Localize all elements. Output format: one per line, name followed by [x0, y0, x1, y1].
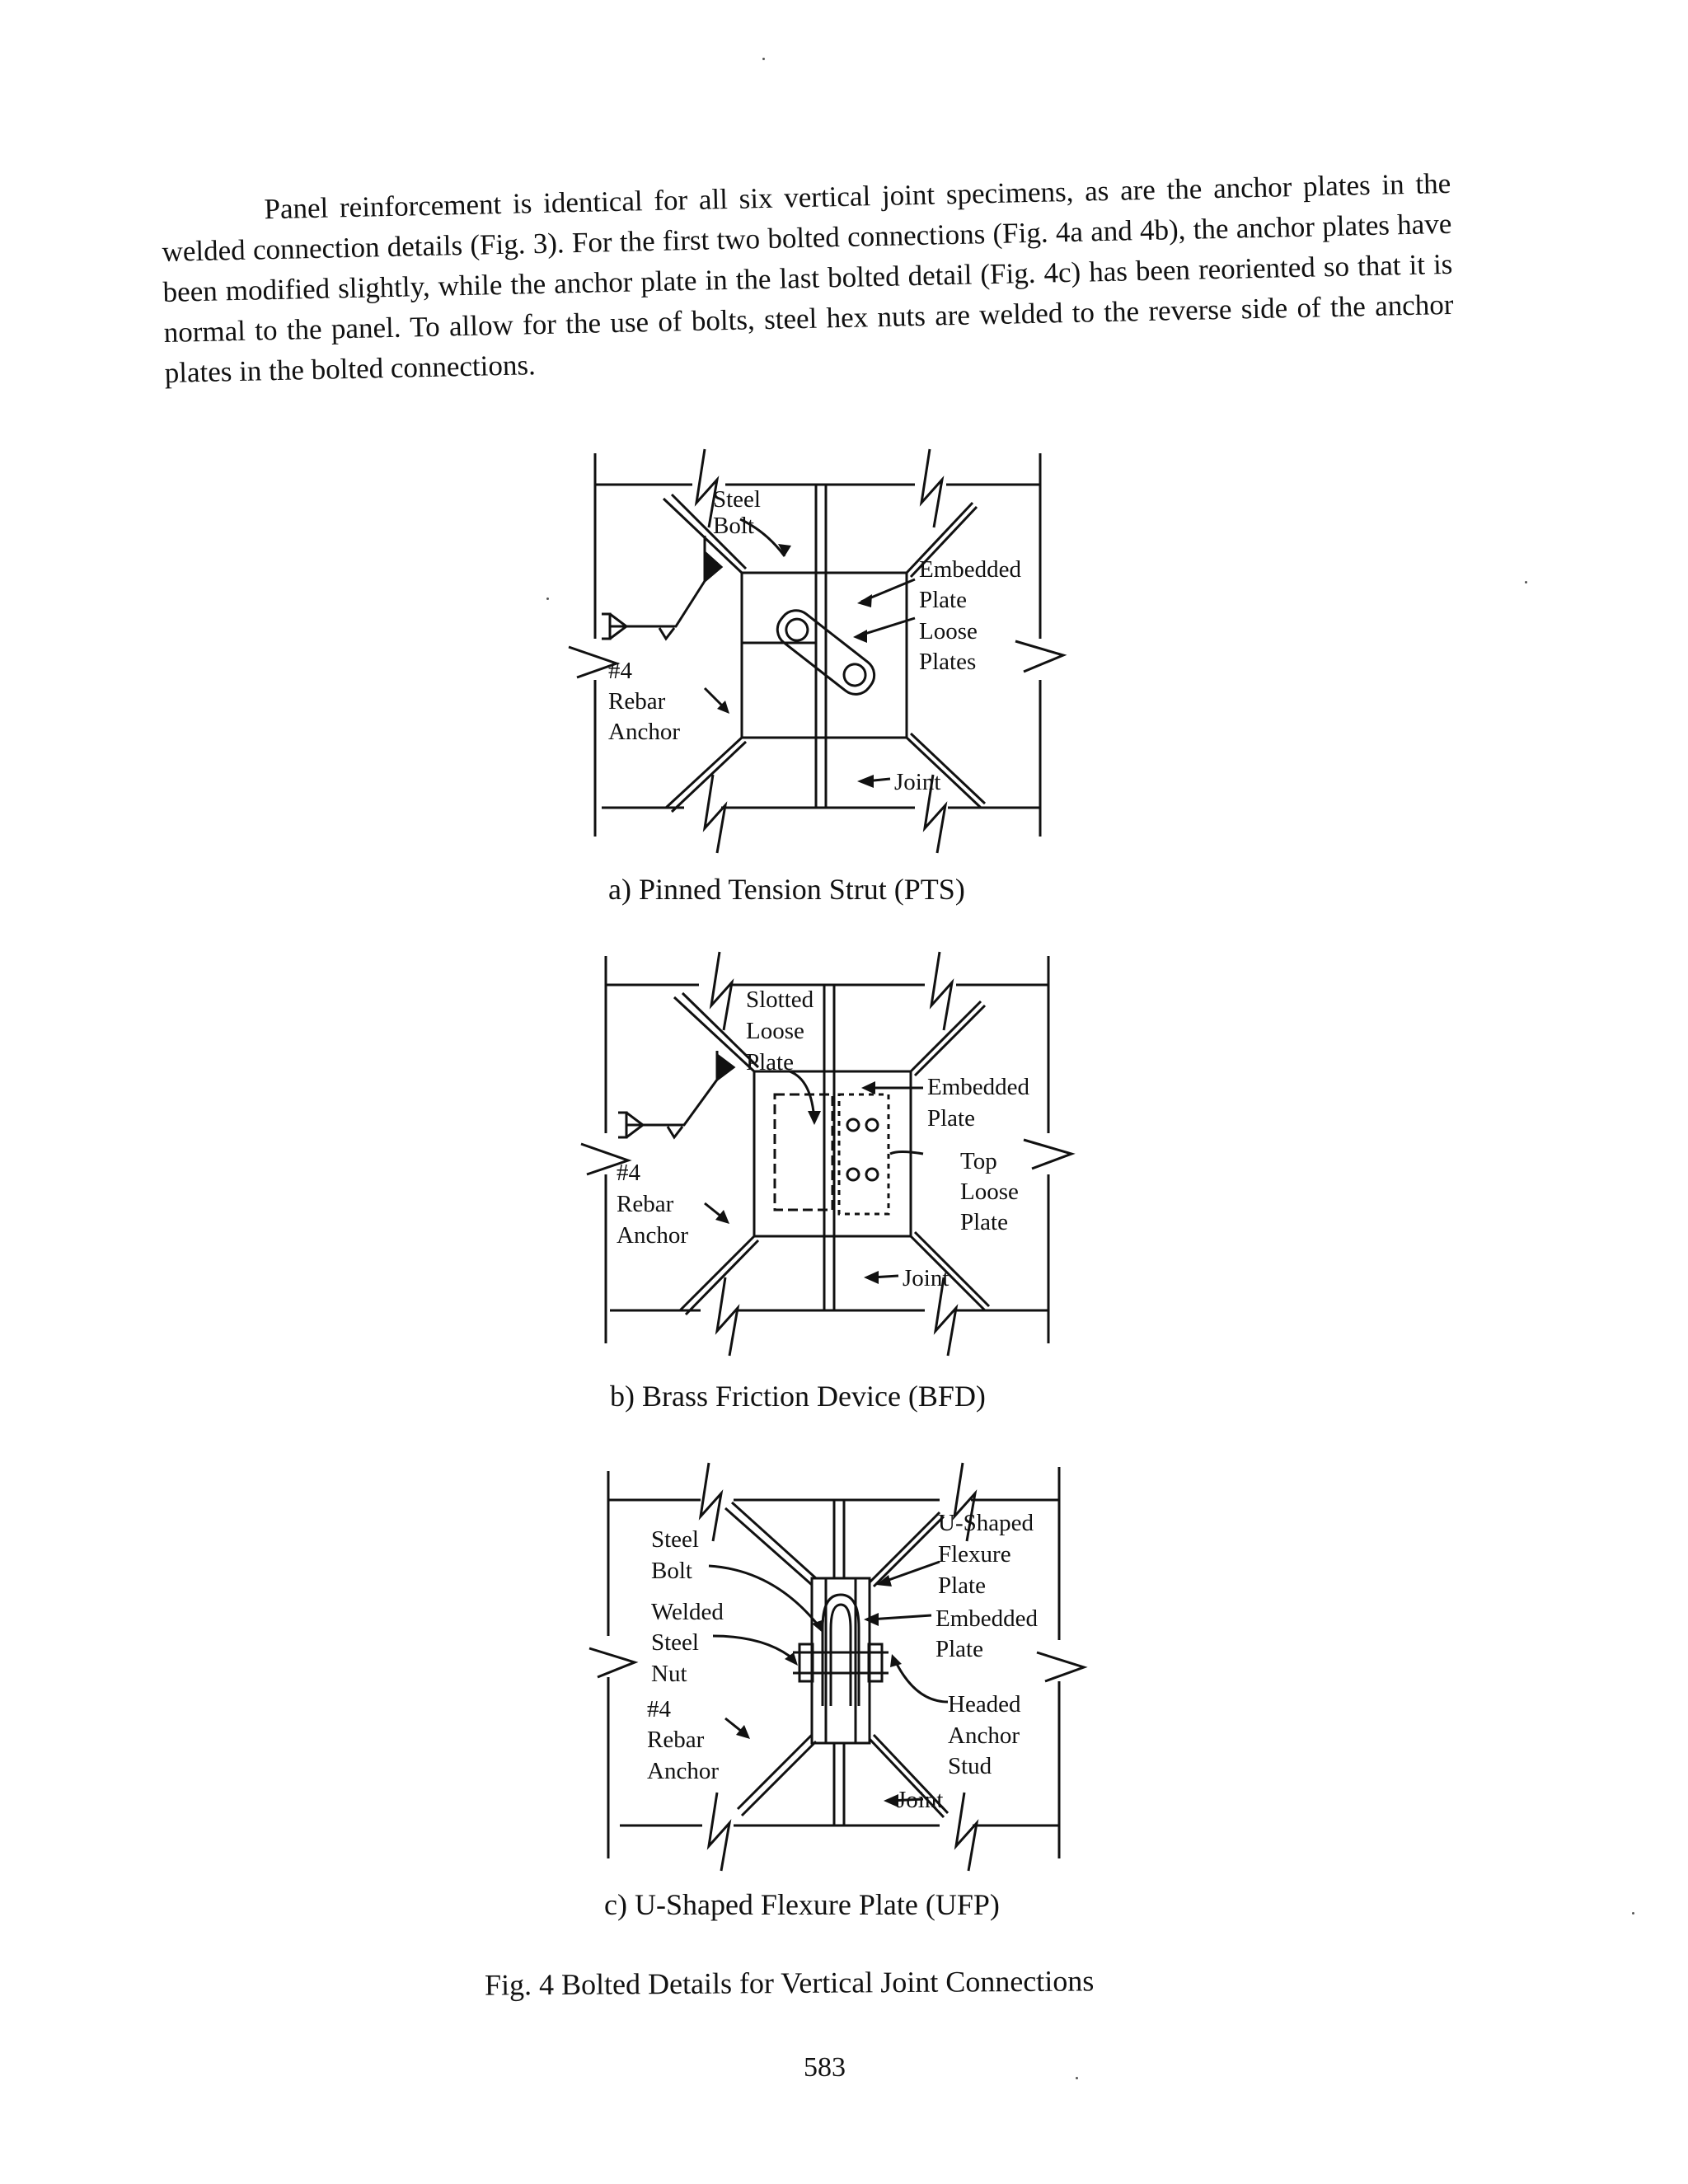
label-plate-3: Plate [960, 1209, 1008, 1235]
label-flexure: Flexure [938, 1541, 1011, 1568]
label-num4: #4 [608, 658, 632, 684]
label-rebar: Rebar [617, 1191, 674, 1217]
scan-speck [1632, 1912, 1634, 1915]
scan-speck [546, 598, 549, 600]
label-plates: Plates [919, 649, 977, 675]
label-headed: Headed [948, 1691, 1021, 1718]
caption-a: a) Pinned Tension Strut (PTS) [608, 873, 965, 906]
label-loose-2: Loose [960, 1179, 1019, 1205]
label-bolt: Bolt [651, 1558, 692, 1584]
label-anchor: Anchor [647, 1758, 719, 1784]
label-bolt: Bolt [713, 513, 754, 539]
label-rebar: Rebar [647, 1727, 705, 1753]
page-number: 583 [804, 2052, 846, 2083]
label-plate-2: Plate [935, 1636, 983, 1662]
label-loose: Loose [919, 618, 978, 644]
caption-b: b) Brass Friction Device (BFD) [610, 1380, 986, 1413]
label-embedded: Embedded [927, 1074, 1030, 1100]
label-plate-1: Plate [938, 1572, 986, 1599]
scan-speck [762, 58, 765, 60]
label-num4: #4 [647, 1696, 671, 1722]
embedded-plate [812, 1578, 870, 1743]
label-joint: Joint [903, 1265, 950, 1291]
label-nut: Nut [651, 1661, 687, 1687]
label-joint: Joint [894, 769, 941, 795]
label-u-shaped: U-Shaped [938, 1510, 1034, 1536]
label-slotted: Slotted [746, 987, 814, 1013]
label-steel: Steel [651, 1526, 699, 1553]
label-rebar: Rebar [608, 688, 666, 715]
figure-c-diagram [0, 1455, 1688, 1883]
label-anchor-2: Anchor [948, 1722, 1020, 1749]
figure-b-diagram [0, 948, 1688, 1376]
label-plate: Plate [919, 587, 967, 613]
label-loose: Loose [746, 1018, 804, 1044]
u-shaped-flexure-plate [823, 1595, 859, 1706]
label-embedded: Embedded [935, 1605, 1039, 1632]
figure-caption: Fig. 4 Bolted Details for Vertical Joint Connections [484, 1964, 1095, 2002]
embedded-plate [742, 573, 907, 738]
label-num4: #4 [617, 1160, 640, 1186]
scan-speck [1525, 581, 1527, 583]
label-anchor: Anchor [608, 719, 680, 745]
label-plate-1: Plate [746, 1049, 794, 1076]
figure-a-diagram [0, 445, 1688, 890]
label-embedded: Embedded [919, 556, 1022, 583]
label-stud: Stud [948, 1753, 992, 1779]
label-steel-2: Steel [651, 1629, 699, 1656]
label-steel: Steel [713, 486, 761, 513]
body-text: Panel reinforcement is identical for all six vertical joint specimens, as are the anchor plates in the welded connection details (Fig. 3). For the first two bolted connections (Fig. 4a and 4b), the anchor plates have been modified slightly, while the anchor plate in the last bolted detail (Fig. 4c) has been reoriented so that it is normal to the panel. To allow for the use of bolts, steel hex nuts are welded to the reverse side of the anchor plates in the bolted connections. [162, 166, 1454, 389]
label-plate-2: Plate [927, 1105, 975, 1132]
label-welded: Welded [651, 1599, 724, 1625]
label-joint: Joint [897, 1787, 944, 1813]
top-loose-plate [839, 1094, 889, 1214]
caption-c: c) U-Shaped Flexure Plate (UFP) [604, 1888, 1000, 1921]
panel-outline [595, 453, 692, 485]
body-paragraph [161, 163, 1455, 393]
bolt [847, 1119, 859, 1131]
label-anchor: Anchor [617, 1222, 688, 1249]
scan-speck [1076, 2077, 1078, 2079]
label-top: Top [960, 1148, 997, 1174]
steel-bolt [782, 615, 812, 644]
